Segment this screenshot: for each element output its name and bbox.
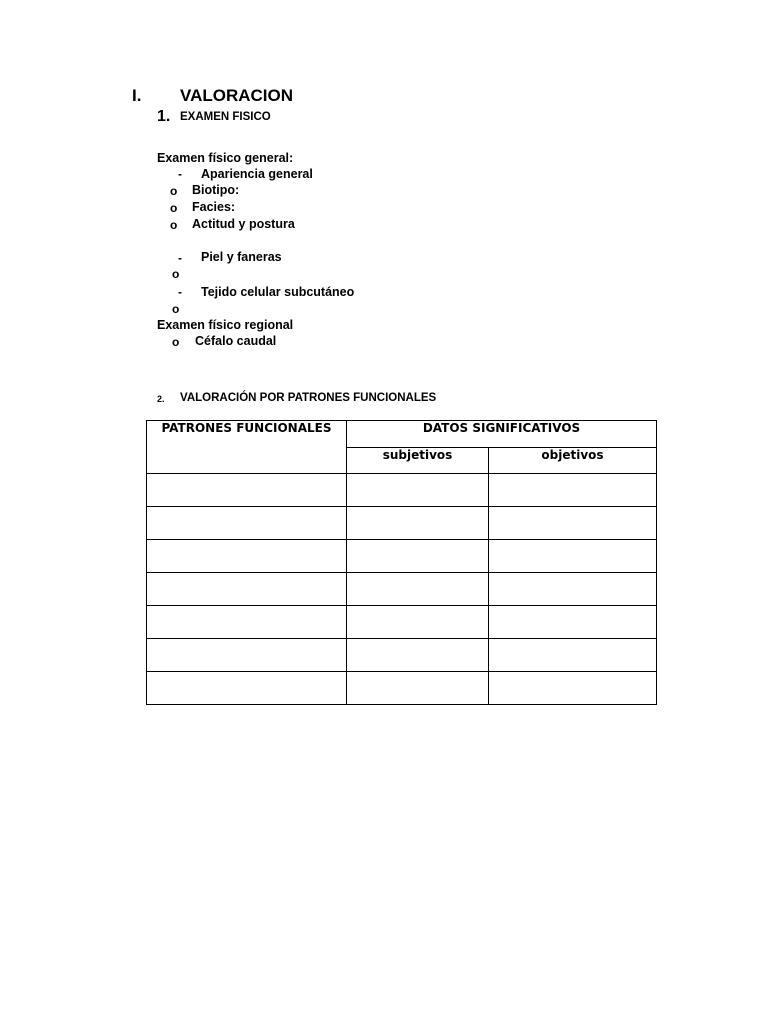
table-cell[interactable] <box>147 672 347 705</box>
header-datos: DATOS SIGNIFICATIVOS <box>347 421 657 448</box>
piel-label: Piel y faneras <box>201 250 282 264</box>
subsection-2-number: 2. <box>157 394 165 404</box>
circle-bullet: o <box>170 218 178 232</box>
subsection-1-number: 1. <box>157 108 171 125</box>
regional-exam-heading: Examen físico regional <box>157 318 294 332</box>
table-row <box>147 474 657 507</box>
table-row <box>147 672 657 705</box>
circle-bullet: o <box>170 184 178 198</box>
list-item-facies: Facies: <box>192 200 236 214</box>
table-row <box>147 639 657 672</box>
table-cell[interactable] <box>147 507 347 540</box>
table-row <box>147 507 657 540</box>
header-objetivos: objetivos <box>489 448 657 474</box>
table-cell[interactable] <box>347 474 489 507</box>
circle-bullet: o <box>172 335 180 349</box>
table-cell[interactable] <box>489 573 657 606</box>
table-cell[interactable] <box>489 507 657 540</box>
dash-bullet: - <box>178 251 182 265</box>
table-row <box>147 540 657 573</box>
header-patrones: PATRONES FUNCIONALES <box>147 421 347 474</box>
circle-bullet: o <box>172 267 180 281</box>
general-exam-heading: Examen físico general: <box>157 151 294 165</box>
table-cell[interactable] <box>489 672 657 705</box>
patterns-table <box>146 420 657 705</box>
dash-bullet: - <box>178 167 182 181</box>
section-number: I. <box>132 86 142 105</box>
table-row <box>147 606 657 639</box>
list-item-biotipo: Biotipo: <box>192 183 240 197</box>
table-cell[interactable] <box>347 573 489 606</box>
subsection-2-title: VALORACIÓN POR PATRONES FUNCIONALES <box>180 392 437 404</box>
table-row <box>147 573 657 606</box>
table-cell[interactable] <box>347 606 489 639</box>
tejido-label: Tejido celular subcutáneo <box>201 285 355 299</box>
table-cell[interactable] <box>147 573 347 606</box>
table-cell[interactable] <box>489 639 657 672</box>
table-cell[interactable] <box>489 540 657 573</box>
header-subjetivos: subjetivos <box>347 448 489 474</box>
table-cell[interactable] <box>347 639 489 672</box>
section-title: VALORACION <box>180 86 294 105</box>
table-cell[interactable] <box>147 474 347 507</box>
list-item-cefalo: Céfalo caudal <box>195 334 277 348</box>
apariencia-label: Apariencia general <box>201 167 313 181</box>
table-cell[interactable] <box>147 606 347 639</box>
list-item-actitud: Actitud y postura <box>192 217 295 231</box>
subsection-1-title: EXAMEN FISICO <box>180 111 271 123</box>
dash-bullet: - <box>178 285 182 299</box>
circle-bullet: o <box>172 302 180 316</box>
circle-bullet: o <box>170 201 178 215</box>
table-cell[interactable] <box>489 474 657 507</box>
table-cell[interactable] <box>489 606 657 639</box>
table-cell[interactable] <box>147 639 347 672</box>
table-cell[interactable] <box>347 507 489 540</box>
table-cell[interactable] <box>147 540 347 573</box>
table-cell[interactable] <box>347 672 489 705</box>
table-cell[interactable] <box>347 540 489 573</box>
